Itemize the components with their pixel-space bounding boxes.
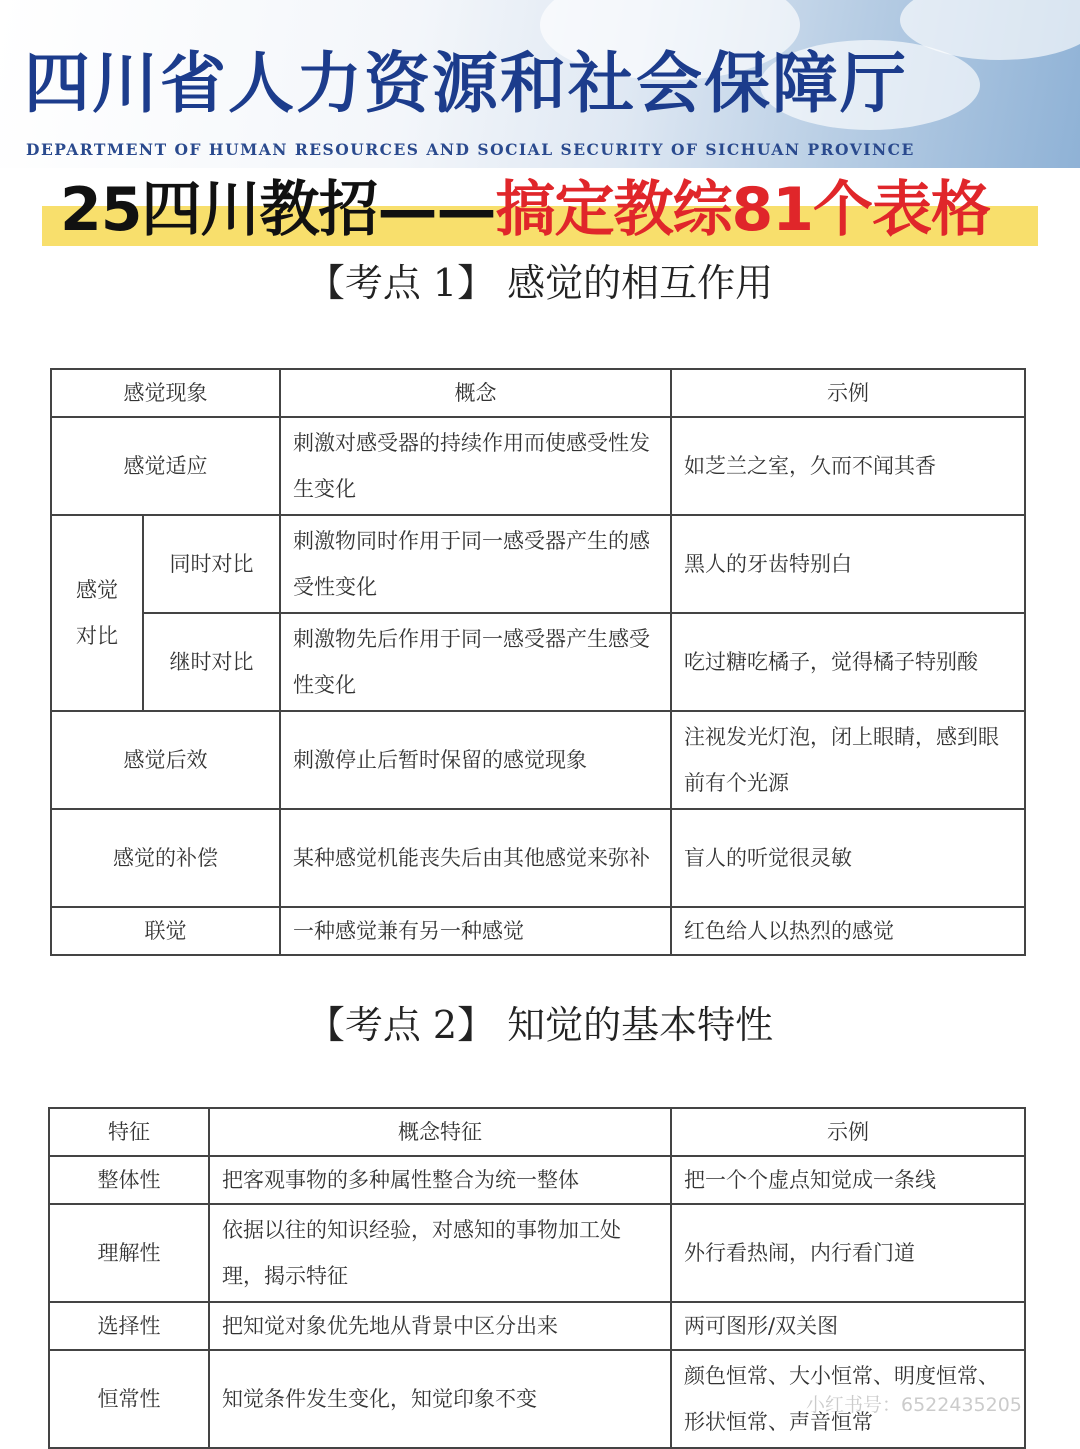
table-row <box>51 515 1025 613</box>
headline-part1: 25四川教招—— <box>60 175 496 245</box>
table-row <box>51 809 1025 907</box>
row-example: 注视发光灯泡，闭上眼睛，感到眼前有个光源 <box>671 711 1025 809</box>
row-name: 联觉 <box>51 907 280 955</box>
header-cell: 示例 <box>671 1108 1025 1156</box>
row-concept: 刺激停止后暂时保留的感觉现象 <box>280 711 671 809</box>
row-example: 两可图形/双关图 <box>671 1302 1025 1350</box>
row-subname: 继时对比 <box>143 613 280 711</box>
section1-title: 【考点 1】 感觉的相互作用 <box>306 261 774 305</box>
header-cell: 感觉现象 <box>51 369 280 417</box>
table-header-row <box>51 369 1025 417</box>
banner-subtitle: DEPARTMENT OF HUMAN RESOURCES AND SOCIAL SECURITY OF SICHUAN PROVINCE <box>26 140 915 159</box>
table-row <box>49 1302 1025 1350</box>
section1-table <box>50 368 1026 956</box>
row-concept: 刺激物先后作用于同一感受器产生感受性变化 <box>280 613 671 711</box>
row-concept: 把知觉对象优先地从背景中区分出来 <box>209 1302 671 1350</box>
section2-title: 【考点 2】 知觉的基本特性 <box>306 1003 774 1047</box>
row-name: 理解性 <box>49 1204 209 1302</box>
watermark: 小红书号：6522435205 <box>806 1394 1022 1416</box>
row-name: 整体性 <box>49 1156 209 1204</box>
header-cell: 概念特征 <box>209 1108 671 1156</box>
row-example: 把一个个虚点知觉成一条线 <box>671 1156 1025 1204</box>
table-row <box>49 1204 1025 1302</box>
table-header-row <box>49 1108 1025 1156</box>
table-row <box>51 613 1025 711</box>
row-example: 红色给人以热烈的感觉 <box>671 907 1025 955</box>
row-example: 盲人的听觉很灵敏 <box>671 809 1025 907</box>
row-concept: 一种感觉兼有另一种感觉 <box>280 907 671 955</box>
row-concept: 把客观事物的多种属性整合为统一整体 <box>209 1156 671 1204</box>
table-row <box>51 907 1025 955</box>
row-example: 吃过糖吃橘子，觉得橘子特别酸 <box>671 613 1025 711</box>
row-example: 如芝兰之室，久而不闻其香 <box>671 417 1025 515</box>
header-cell: 示例 <box>671 369 1025 417</box>
row-concept: 某种感觉机能丧失后由其他感觉来弥补 <box>280 809 671 907</box>
headline <box>60 170 990 250</box>
row-example: 黑人的牙齿特别白 <box>671 515 1025 613</box>
row-example: 颜色恒常、大小恒常、明度恒常、形状恒常、声音恒常 <box>671 1350 1025 1448</box>
row-concept: 依据以往的知识经验，对感知的事物加工处理，揭示特征 <box>209 1204 671 1302</box>
table-row <box>51 417 1025 515</box>
row-name: 感觉的补偿 <box>51 809 280 907</box>
row-name: 感觉后效 <box>51 711 280 809</box>
row-concept: 刺激对感受器的持续作用而使感受性发生变化 <box>280 417 671 515</box>
row-name: 感觉适应 <box>51 417 280 515</box>
header-cell: 概念 <box>280 369 671 417</box>
row-concept: 知觉条件发生变化，知觉印象不变 <box>209 1350 671 1448</box>
header-cell: 特征 <box>49 1108 209 1156</box>
header-banner <box>0 0 1080 168</box>
headline-part2: 搞定教综81个表格 <box>495 175 990 245</box>
row-name: 选择性 <box>49 1302 209 1350</box>
banner-title: 四川省人力资源和社会保障厅 <box>24 44 908 122</box>
row-example: 外行看热闹，内行看门道 <box>671 1204 1025 1302</box>
table-row <box>49 1156 1025 1204</box>
table-row <box>51 711 1025 809</box>
row-name: 恒常性 <box>49 1350 209 1448</box>
row-group-name: 感觉对比 <box>51 515 143 711</box>
row-concept: 刺激物同时作用于同一感受器产生的感受性变化 <box>280 515 671 613</box>
row-subname: 同时对比 <box>143 515 280 613</box>
